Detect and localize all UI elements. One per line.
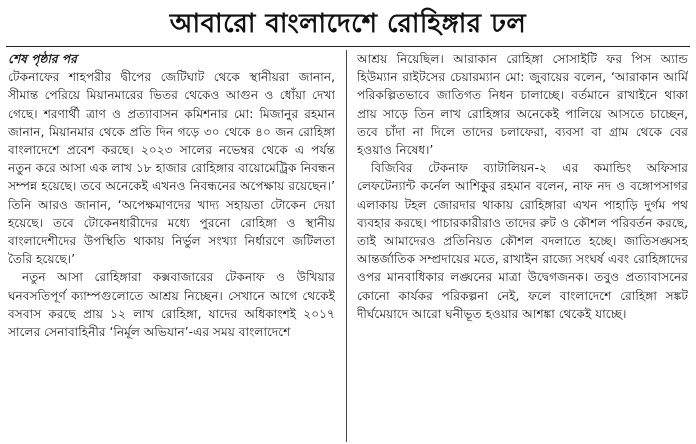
column-divider <box>346 50 347 442</box>
continued-label: শেষ পৃষ্ঠার পর <box>8 52 77 66</box>
paragraph-3: আশ্রয় নিয়েছিল। আরাকান রোহিঙ্গা সোসাইটি ফর পিস অ্যান্ড হিউম্যান রাইটসের চেয়ারম্যান মো: জুবায়ের বলেন, ‘আরাকান আর্মি পরিকল্পিতভাবে জাতিগত নিধন চালাচ্ছে। বর্তমানে রাখাইনে থাকা প্রায় সাড়ে তিন লাখ রোহিঙ্গার অনেকেই পালিয়ে আসতে চাচ্ছেন, তবে চাঁদা না দিলে তাদের চলাফেরা, ব্যবসা বা গ্রাম থেকে বের হওয়াও নিষেধ।’ <box>357 52 688 158</box>
article-column-right <box>357 50 688 442</box>
paragraph-1 <box>8 50 335 268</box>
headline: আবারো বাংলাদেশে রোহিঙ্গার ঢল <box>169 9 527 39</box>
paragraph-2: নতুন আসা রোহিঙ্গারা কক্সবাজারের টেকনাফ ও উখিয়ার ঘনবসতিপূর্ণ ক্যাম্পগুলোতে আশ্রয় নিচ্ছেন। সেখানে আগে থেকেই বসবাস করছে প্রায় ১২ লাখ রোহিঙ্গা, যাদের অধিকাংশই ২০১৭ সালের সেনাবাহিনীর ‘নির্মূল অভিযান’-এর সময় বাংলাদেশে <box>8 270 335 340</box>
paragraph-1-text: টেকনাফের শাহপরীর দ্বীপের জেটিঘাট থেকে স্থানীয়রা জানান, সীমান্ত পেরিয়ে মিয়ানমারের ভিতর থেকেও আগুন ও ধোঁয়া দেখা গেছে। শরণার্থী ত্রাণ ও প্রত্যাবাসন কমিশনার মো: মিজানুর রহমান জানান, মিয়ানমার থেকে প্রতি দিন গড়ে ৩০ থেকে ৪০ জন রোহিঙ্গা বাংলাদেশে প্রবেশ করছে। ২০২৩ সালের নভেম্বর থেকে এ পর্যন্ত নতুন করে আসা এক লাখ ১৮ হাজার রোহিঙ্গার বায়োমেট্রিক নিবন্ধন সম্পন্ন হয়েছে। তবে অনেকেই এখনও নিবন্ধনের অপেক্ষায় রয়েছেন।’ তিনি আরও জানান, ‘অপেক্ষমাণদের খাদ্য সহায়তা টোকেন দেয়া হয়েছে। তবে টোকেনধারীদের মধ্যে পুরনো রোহিঙ্গা ও স্থানীয় বাংলাদেশীদের উপস্থিতি থাকায় নির্ভুল সংখ্যা নির্ধারণে জটিলতা তৈরি হয়েছে।’ <box>8 70 335 267</box>
article-column-left <box>8 50 335 442</box>
paragraph-4: বিজিবির টেকনাফ ব্যাটালিয়ন-২ এর কমান্ডিং অফিসার লেফটেন্যান্ট কর্নেল আশিকুর রহমান বলেন, নাফ নদ ও বঙ্গোপসাগর এলাকায় টহল জোরদার থাকায় রোহিঙ্গারা এখন পাহাড়ি দুর্গম পথ ব্যবহার করছে। পাচারকারীরাও তাদের রুট ও কৌশল পরিবর্তন করছে, তাই আমাদেরও প্রতিনিয়ত কৌশল বদলাতে হচ্ছে। জাতিসঙ্ঘসহ আন্তর্জাতিক সম্প্রদায়ের মতে, রাখাইন রাজ্যে সংঘর্ষ এবং রোহিঙ্গাদের ওপর মানবাধিকার লঙ্ঘনের মাত্রা উদ্বেগজনক। তবুও প্রত্যাবাসনের কোনো কার্যকর পরিকল্পনা নেই, ফলে বাংলাদেশে রোহিঙ্গা সঙ্কট দীর্ঘমেয়াদে আরো ঘনীভূত হওয়ার আশঙ্কা থেকেই যাচ্ছে। <box>357 161 688 321</box>
headline-rule <box>6 46 690 47</box>
